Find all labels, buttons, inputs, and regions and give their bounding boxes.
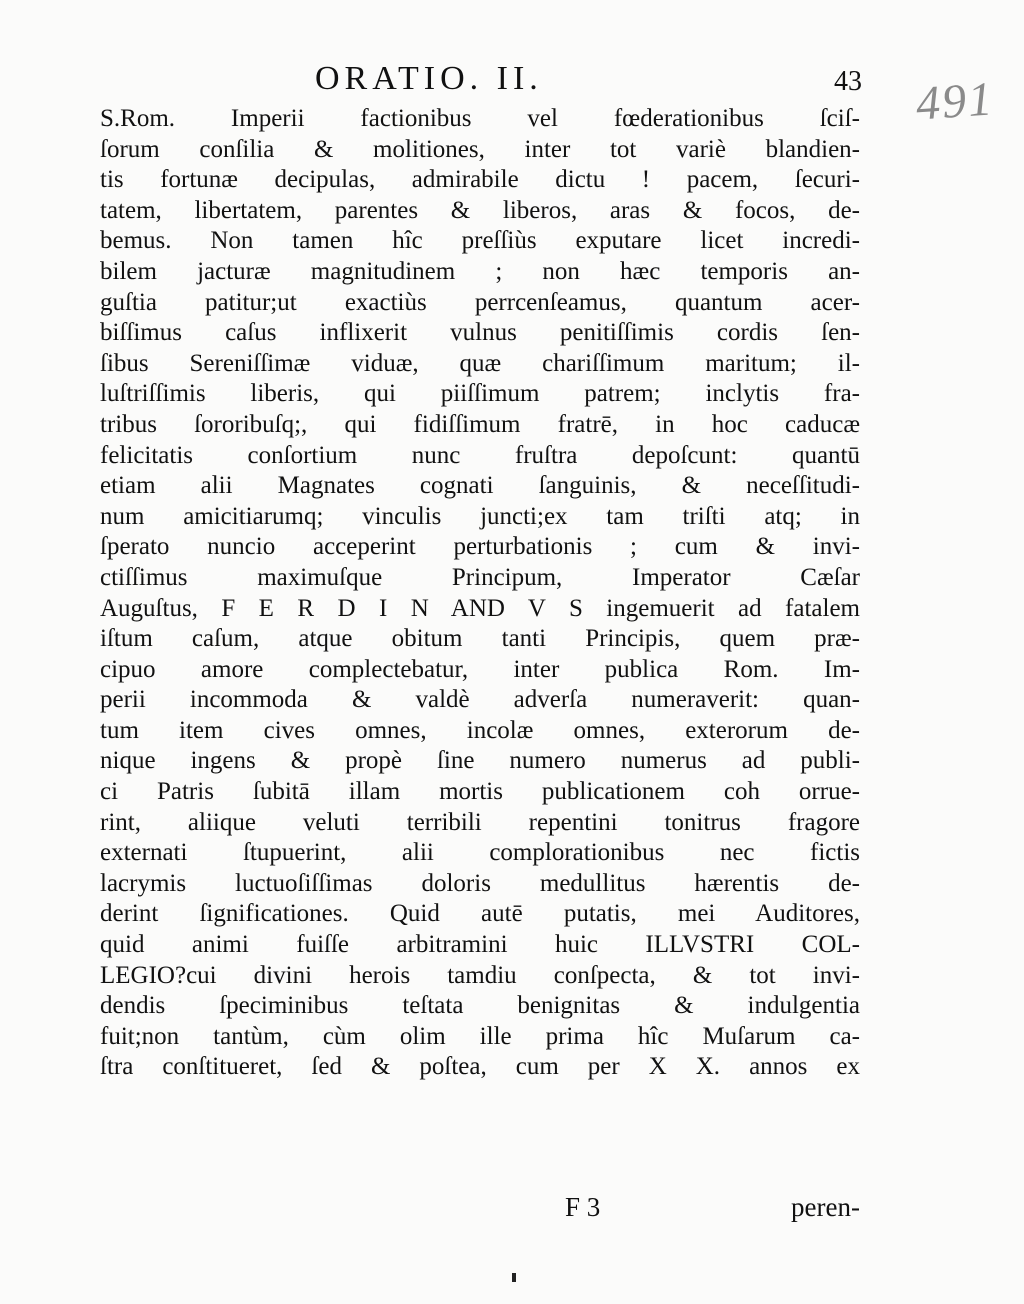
signature-mark: F 3 [565,1192,601,1222]
text-line: Auguſtus, F E R D I N AND V S ingemuerit ad fatalem [100,594,860,622]
text-line: ſperato nuncio acceperint perturbationis ; cum & invi- [100,533,860,561]
running-title: ORATIO. II. [315,60,543,97]
text-line: S.Rom. Imperii factionibus vel fœderationibus ſciſ- [100,105,860,132]
text-line: ſibus Sereniſſimæ viduæ, quæ chariſſimum maritum; il- [100,349,860,377]
text-line: luſtriſſimis liberis, qui piiſſimum patrem; inclytis fra- [100,380,860,408]
page-number: 43 [834,66,862,97]
text-line: lacrymis luctuoſiſſimas doloris medullitus hærentis de- [100,869,860,897]
text-line: tis fortunæ decipulas, admirabile dictu ! pacem, ſecuri- [100,166,860,194]
text-line: quid animi fuiſſe arbitramini huic ILLVSTRI COL- [100,931,860,959]
text-line: bemus. Non tamen hîc preſſiùs exputare licet incredi- [100,227,860,255]
text-line: iſtum caſum, atque obitum tanti Principis, quem præ- [100,625,860,653]
text-line: ci Patris ſubitā illam mortis publicationem coh orrue- [100,778,860,806]
ink-speck [512,1273,516,1282]
text-line: ſorum conſilia & molitiones, inter tot variè blandien- [100,135,860,163]
text-line: cipuo amore complectebatur, inter publica Rom. Im- [100,655,860,683]
page-footer [100,1192,860,1232]
text-line: guſtia patitur;ut exactiùs perrcenſeamus, quantum acer- [100,288,860,316]
text-line: nique ingens & propè ſine numero numerus ad publi- [100,747,860,775]
text-line: etiam alii Magnates cognati ſanguinis, & neceſſitudi- [100,472,860,500]
text-line: fuit;non tantùm, cùm olim ille prima hîc Muſarum ca- [100,1022,860,1050]
text-line: felicitatis conſortium nunc fruſtra depoſcunt: quantū [100,441,860,469]
text-line: perii incommoda & valdè adverſa numeraverit: quan- [100,686,860,714]
text-line: biſſimus caſus inflixerit vulnus penitiſſimis cordis ſen- [100,319,860,347]
text-line: rint, aliique veluti terribili repentini tonitrus fragore [100,808,860,836]
handwritten-folio-note: 491 [914,72,996,131]
text-line: ctiſſimus maximuſque Principum, Imperator Cæſar [100,563,860,591]
text-line: tribus ſororibuſq;, qui fidiſſimum fratrē, in hoc caducæ [100,410,860,438]
text-line: externati ſtupuerint, alii complorationibus nec fictis [100,839,860,867]
text-line: tatem, libertatem, parentes & liberos, aras & focos, de- [100,196,860,224]
text-line: bilem jacturæ magnitudinem ; non hæc temporis an- [100,257,860,285]
catchword: peren- [791,1192,860,1222]
running-head [100,60,880,104]
text-line: derint ſignificationes. Quid autē putatis, mei Auditores, [100,900,860,928]
text-line: dendis ſpeciminibus teſtata benignitas & indulgentia [100,992,860,1020]
text-line: tum item cives omnes, incolæ omnes, exterorum de- [100,716,860,744]
text-line: ſtra conſtitueret, ſed & poſtea, cum per X X. annos ex [100,1053,860,1081]
text-line: num amicitiarumq; vinculis juncti;ex tam triſti atq; in [100,502,860,530]
text-line: LEGIO?cui divini herois tamdiu conſpecta, & tot invi- [100,961,860,989]
body-text [100,104,860,1083]
